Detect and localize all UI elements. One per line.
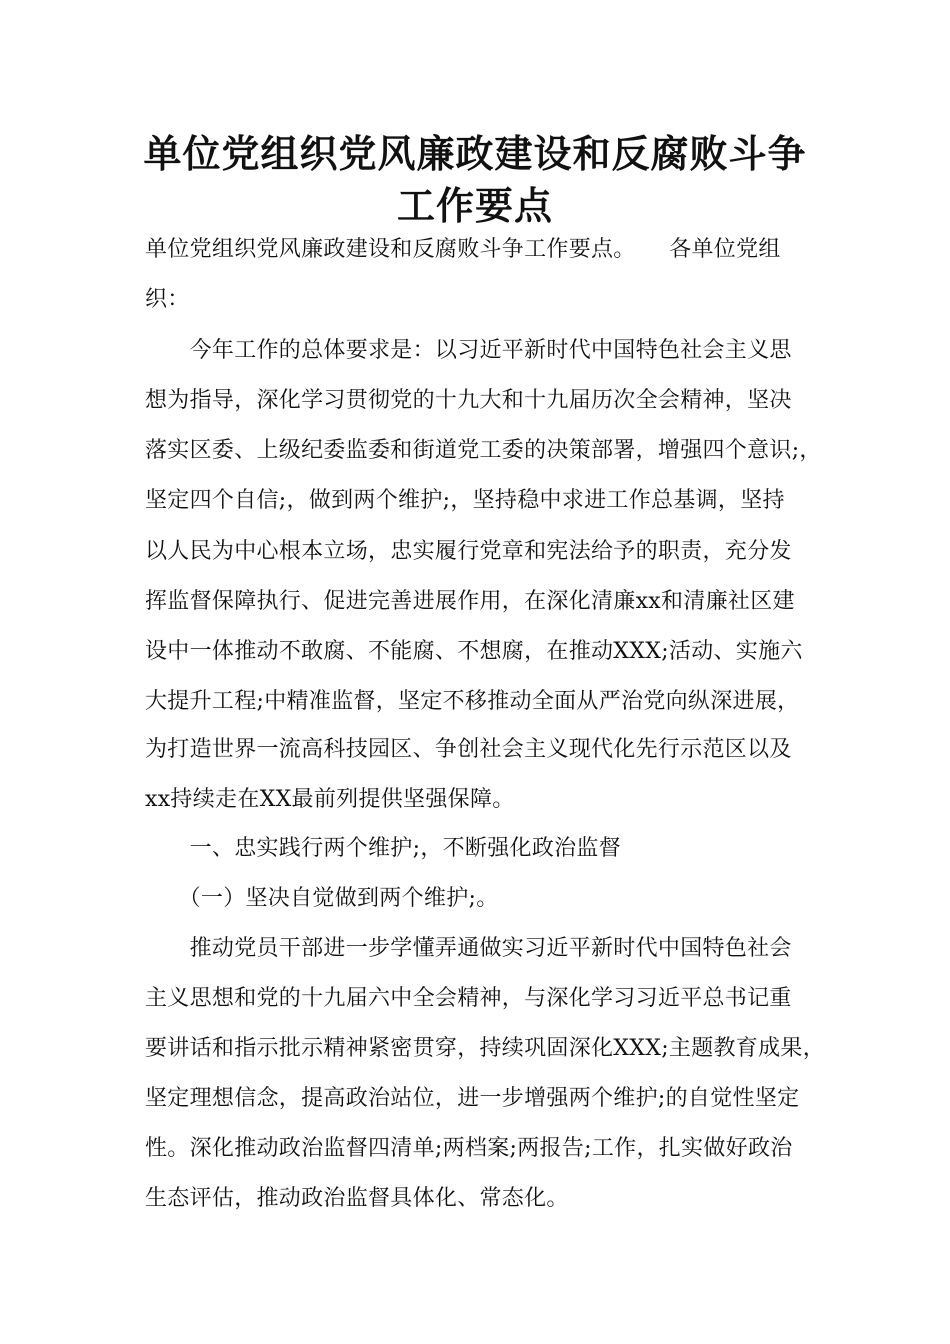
body-line: 设中一体推动不敢腐、不能腐、不想腐，在推动XXX;活动、实施六 <box>145 639 803 664</box>
body-line: 坚定四个自信;，做到两个维护;，坚持稳中求进工作总基调，坚持 <box>145 488 785 513</box>
body-line: xx持续走在XX最前列提供坚强保障。 <box>145 787 515 812</box>
body-line: 织： <box>145 287 190 312</box>
body-line: 今年工作的总体要求是：以习近平新时代中国特色社会主义思 <box>145 338 792 363</box>
body-line: 想为指导，深化学习贯彻党的十九大和十九届历次全会精神，坚决 <box>145 388 792 413</box>
body-line: 以人民为中心根本立场，忠实履行党章和宪法给予的职责，充分发 <box>145 539 792 564</box>
body-line: 落实区委、上级纪委监委和街道党工委的决策部署，增强四个意识;， <box>145 438 822 463</box>
body-line: 生态评估，推动政治监督具体化、常态化。 <box>145 1186 569 1211</box>
body-line: 主义思想和党的十九届六中全会精神，与深化学习习近平总书记重 <box>145 986 792 1011</box>
body-line: 大提升工程;中精准监督，坚定不移推动全面从严治党向纵深进展， <box>145 689 800 714</box>
body-line: 为打造世界一流高科技园区、争创社会主义现代化先行示范区以及 <box>145 737 792 762</box>
subsection-heading: （一）坚决自觉做到两个维护;。 <box>145 886 499 911</box>
body-line: 单位党组织党风廉政建设和反腐败斗争工作要点。 各单位党组 <box>145 237 781 262</box>
body-line: 性。深化推动政治监督四清单;两档案;两报告;工作，扎实做好政治 <box>145 1136 793 1161</box>
body-line: 坚定理想信念，提高政治站位，进一步增强两个维护;的自觉性坚定 <box>145 1086 800 1111</box>
body-line: 推动党员干部进一步学懂弄通做实习近平新时代中国特色社会 <box>145 936 792 961</box>
document-title-line-1: 单位党组织党风廉政建设和反腐败斗争 <box>143 132 807 176</box>
body-line: 挥监督保障执行、促进完善进展作用，在深化清廉xx和清廉社区建 <box>145 589 795 614</box>
section-heading: 一、忠实践行两个维护;，不断强化政治监督 <box>145 836 622 861</box>
body-line: 要讲话和指示批示精神紧密贯穿，持续巩固深化XXX;主题教育成果， <box>145 1036 826 1061</box>
document-title-line-2: 工作要点 <box>396 184 553 228</box>
